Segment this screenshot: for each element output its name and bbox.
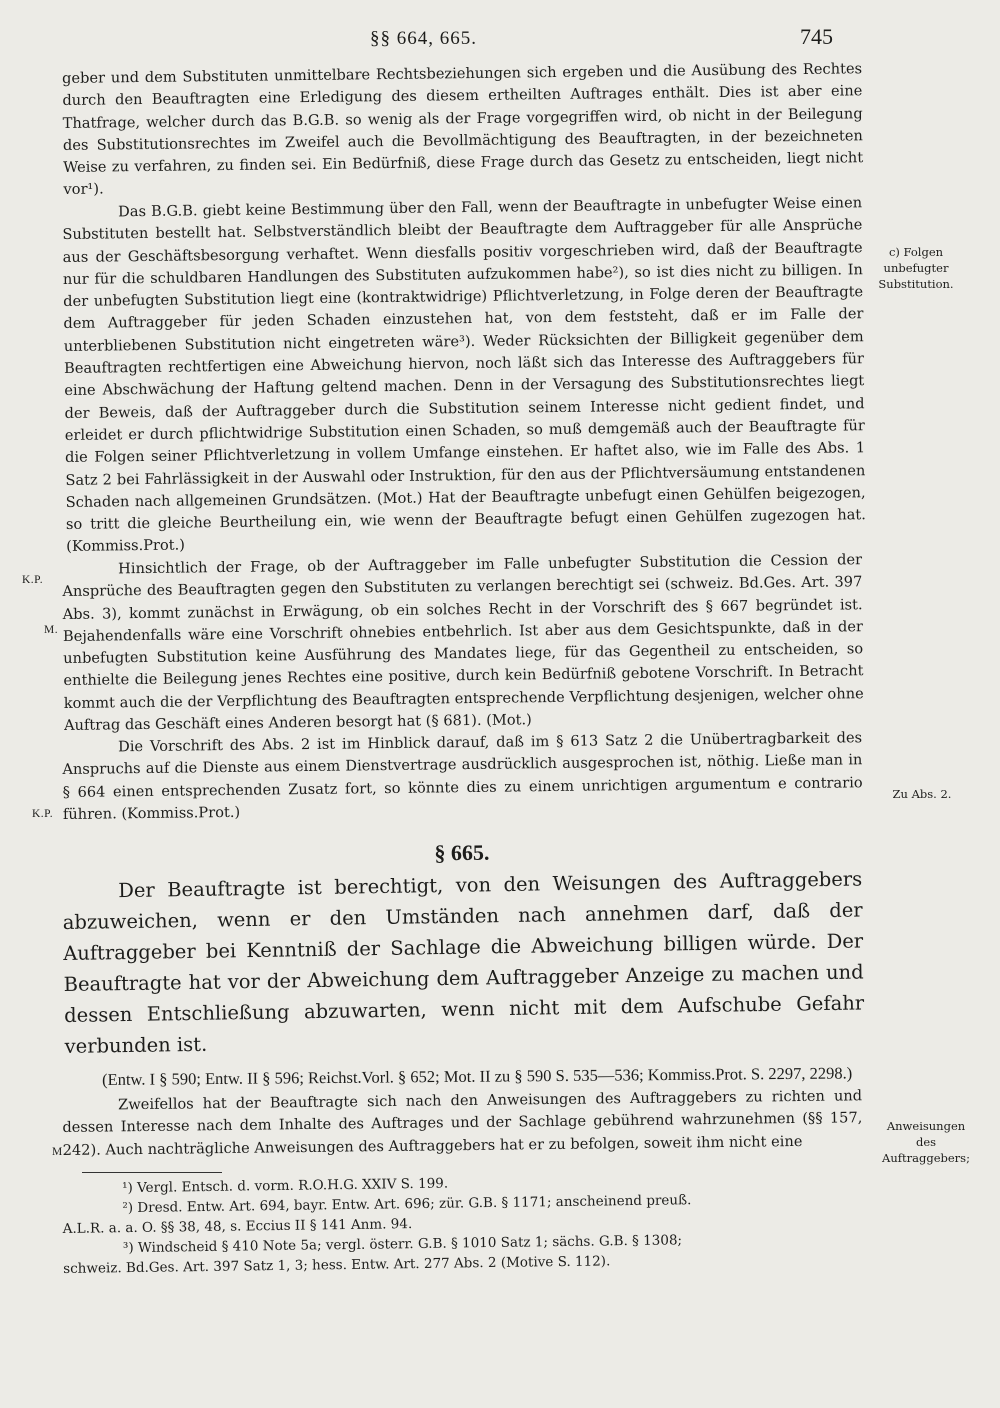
paragraph-unbefugte-substitution: Das B.G.B. giebt keine Bestimmung über den Fall, wenn der Beauftragte in unbefugter Weise einen Substituten bestellt hat. Selbstverständlich bleibt der Beauftragte dem Auftraggeber für alle Ansprüche aus der Geschäftsbesorgung verhaftet. Wenn diesfalls positiv vorgeschrieben wird, daß der Beauftragte nur für die schuldbaren Handlungen des Substituten aufzukommen habe²), so ist dies nicht zu billigen. In der unbefugten Substitution liegt eine (kontraktwidrige) Pflichtverletzung, in Folge deren der Beauftragte dem Auftraggeber für jeden Schaden einzustehen hat, von dem feststeht, daß er im Falle der unterbliebenen Substitution nicht eingetreten wäre³). Weder Rücksichten der Billigkeit gegenüber dem Beauftragten rechtfertigen eine Abweichung hiervon, noch läßt sich das Interesse des Auftraggebers für eine Abschwächung der Haftung geltend machen. Denn in der Versagung des Substitutionsrechtes liegt der Beweis, daß der Auftraggeber durch die Substitution seinem Interesse nicht gedient findet, und erleidet er durch pflichtwidrige Substitution einen Schaden, so muß demgemäß auch der Beauftragte für die Folgen seiner Pflichtverletzung in vollem Umfange einstehen. Er haftet also, wie im Falle des Abs. 1 Satz 2 bei Fahrlässigkeit in der Auswahl oder Instruktion, für den aus der Pflichtversäumung entstandenen Schaden nach allgemeinen Grundsätzen. (Mot.) Hat der Beauftragte unbefugt einen Gehülfen beigezogen, so tritt die gleiche Beurtheilung ein, wie wenn der Beauftragte befugt einen Gehülfen zugezogen hat. (Kommiss.Prot.) <box>62 194 866 556</box>
paragraph-cession: Hinsichtlich der Frage, ob der Auftraggeber im Falle unbefugter Substitution die Cession der Ansprüche des Beauftragten gegen den Substituten zu verlangen berechtigt sei (schweiz. Bd.Ges. Art. 397 Abs. 3), kommt zunächst in Erwägung, ob ein solches Recht in der Vorschrift des § 667 begründet ist. Bejahendenfalls wäre eine Vorschrift ohnebies entbehrlich. Ist aber aus dem Gesichtspunkte, daß in der unbefugten Substitution keine Ausführung des Mandates liege, für das Gegentheil zu entscheiden, so enthielte die Beilegung jenes Rechtes eine positive, durch kein Bedürfniß gebotene Vorschrift. In Betracht kommt auch die der Verpflichtung des Beauftragten entsprechende Verpflichtung desjenigen, welcher ohne Auftrag das Geschäft eines Anderen besorgt hat (§ 681). (Mot.) <box>62 550 864 734</box>
page-header-title: §§ 664, 665. <box>370 28 477 49</box>
margin-note-anweisungen: Anweisungen des Auftraggebers; <box>882 1119 970 1165</box>
footnote-3-continued: schweiz. Bd.Ges. Art. 397 Satz 1, 3; hess. Entw. Art. 277 Abs. 2 (Motive S. 112). <box>63 1253 611 1277</box>
footnote-divider <box>82 1172 222 1173</box>
paragraph-commentary: Zweifellos hat der Beauftragte sich nach den Anweisungen des Auftraggebers zu richten und dessen Interesse nach dem Inhalte des Auftrages und der Sachlage gebührend wahrzunehmen (§§ 157, 242). Auch nachträgliche Anweisungen des Auftraggebers hat er zu befolgen, soweit ihm nicht eine <box>62 1087 863 1159</box>
law-text: Der Beauftragte ist berechtigt, von den Weisungen des Auftraggebers abzuweichen, wenn er den Umständen nach annehmen darf, daß der Auftraggeber bei Kenntniß der Sachlage die Abweichung billigen würde. Der Beauftragte hat vor der Abweichung dem Auftraggeber Anzeige zu machen und dessen Entschließung abzuwarten, wenn nicht mit dem Aufschube Gefahr verbunden ist. <box>62 867 865 1059</box>
margin-note-abs2: Zu Abs. 2. <box>892 787 952 801</box>
paragraph-abs2: Die Vorschrift des Abs. 2 ist im Hinblick darauf, daß im § 613 Satz 2 die Unübertragbarkeit des Anspruchs auf die Dienste aus einem Dienstvertrage ausdrücklich ausgesprochen ist, nöthig. Ließe man in § 664 einen entsprechenden Zusatz fort, so könnte dies zu einem unrichtigen argumentum e contrario führen. (Kommiss.Prot.) <box>62 729 863 823</box>
footnote-2-continued: A.L.R. a. a. O. §§ 38, 48, s. Eccius II § 141 Anm. 94. <box>62 1216 413 1237</box>
footnote-2: ²) Dresd. Entw. Art. 694, bayr. Entw. Art. 696; zür. G.B. § 1171; anscheinend preuß. <box>122 1192 692 1217</box>
margin-abbr-kp: K.P. <box>32 808 54 820</box>
footnote-1: ¹) Vergl. Entsch. d. vorm. R.O.H.G. XXIV S. 199. <box>122 1175 449 1197</box>
margin-abbr-kp: K.P. <box>22 574 44 586</box>
margin-abbr-m: M. <box>44 624 59 636</box>
footnote-3: ³) Windscheid § 410 Note 5a; vergl. österr. G.B. § 1010 Satz 1; sächs. G.B. § 1308; <box>122 1232 683 1257</box>
footnotes <box>62 1168 863 1279</box>
law-references: (Entw. I § 590; Entw. II § 596; Reichst.Vorl. § 652; Mot. II zu § 590 S. 535—536; Kommiss.Prot. S. 2297, 2298.) <box>102 1063 853 1090</box>
main-text <box>62 60 866 1279</box>
section-heading: § 665. <box>434 839 490 866</box>
margin-note-folgen: c) Folgen unbefugter Substitution. <box>878 245 954 291</box>
paragraph-intro: geber und dem Substituten unmittelbare Rechtsbeziehungen sich ergeben und die Ausübung des Rechtes durch den Beauftragten eine Erledigung des diesem ertheilten Auftrages enthält. Dies ist aber eine Thatfrage, welcher durch das B.G.B. so wenig als der Frage vorgegriffen wird, ob nicht in der Beilegung des Substitutionsrechtes im Zweifel auch die Bevollmächtigung des Beauftragten, in der bezeichneten Weise zu verfahren, zu finden sei. Ein Bedürfniß, diese Frage durch das Gesetz zu entscheiden, liegt nicht vor¹). <box>62 60 864 199</box>
page-number: 745 <box>800 24 833 49</box>
margin-abbr-m: M. <box>52 1146 67 1158</box>
